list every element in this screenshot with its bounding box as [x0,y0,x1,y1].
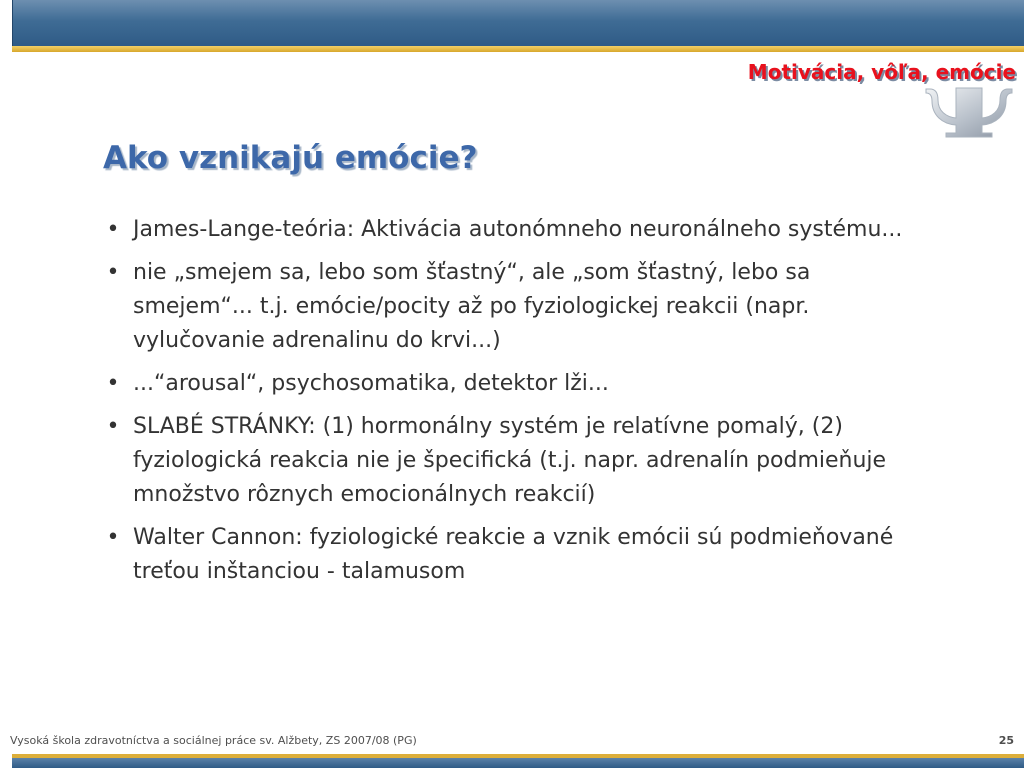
bullet-item-james-lange [103,213,903,247]
bullet-text: nie „smejem sa, lebo som šťastný“, ale „som šťastný, lebo sa smejem“... t.j. emócie/pocity až po fyziologickej reakcii (napr. vylučovanie adrenalinu do krvi...) [133,260,811,353]
bullet-marker: • [106,414,120,439]
top-header-band [12,0,1024,46]
bullet-marker: • [106,217,120,242]
header-topic-title: Motivácia, vôľa, emócie [747,60,1016,84]
bullet-text: ...“arousal“, psychosomatika, detektor lži... [133,371,609,396]
bullet-item-smejem-sa [103,256,903,358]
bullet-text: Walter Cannon: fyziologické reakcie a vznik emócii sú podmieňované treťou inštanciou - talamusom [133,525,894,584]
slide-title: Ako vznikajú emócie? [103,140,478,176]
bullet-text: SLABÉ STRÁNKY: (1) hormonálny systém je relatívne pomalý, (2) fyziologická reakcia nie je špecifická (t.j. napr. adrenalín podmieňuje množstvo rôznych emocionálnych reakcií) [133,414,887,507]
page-number: 25 [998,734,1014,747]
bullet-item-slabe-stranky [103,410,903,512]
bullet-marker: • [106,525,120,550]
footer-institution: Vysoká škola zdravotníctva a sociálnej práce sv. Alžbety, ZS 2007/08 (PG) [10,734,417,747]
bullet-list [103,213,903,598]
bullet-marker: • [106,371,120,396]
top-gold-stripe [12,46,1024,52]
bullet-item-walter-cannon [103,521,903,589]
psi-icon [922,80,1018,138]
bottom-footer-band [12,758,1024,768]
bullet-marker: • [106,260,120,285]
bullet-item-arousal [103,367,903,401]
bullet-text: James-Lange-teória: Aktivácia autonómneho neuronálneho systému... [133,217,903,242]
